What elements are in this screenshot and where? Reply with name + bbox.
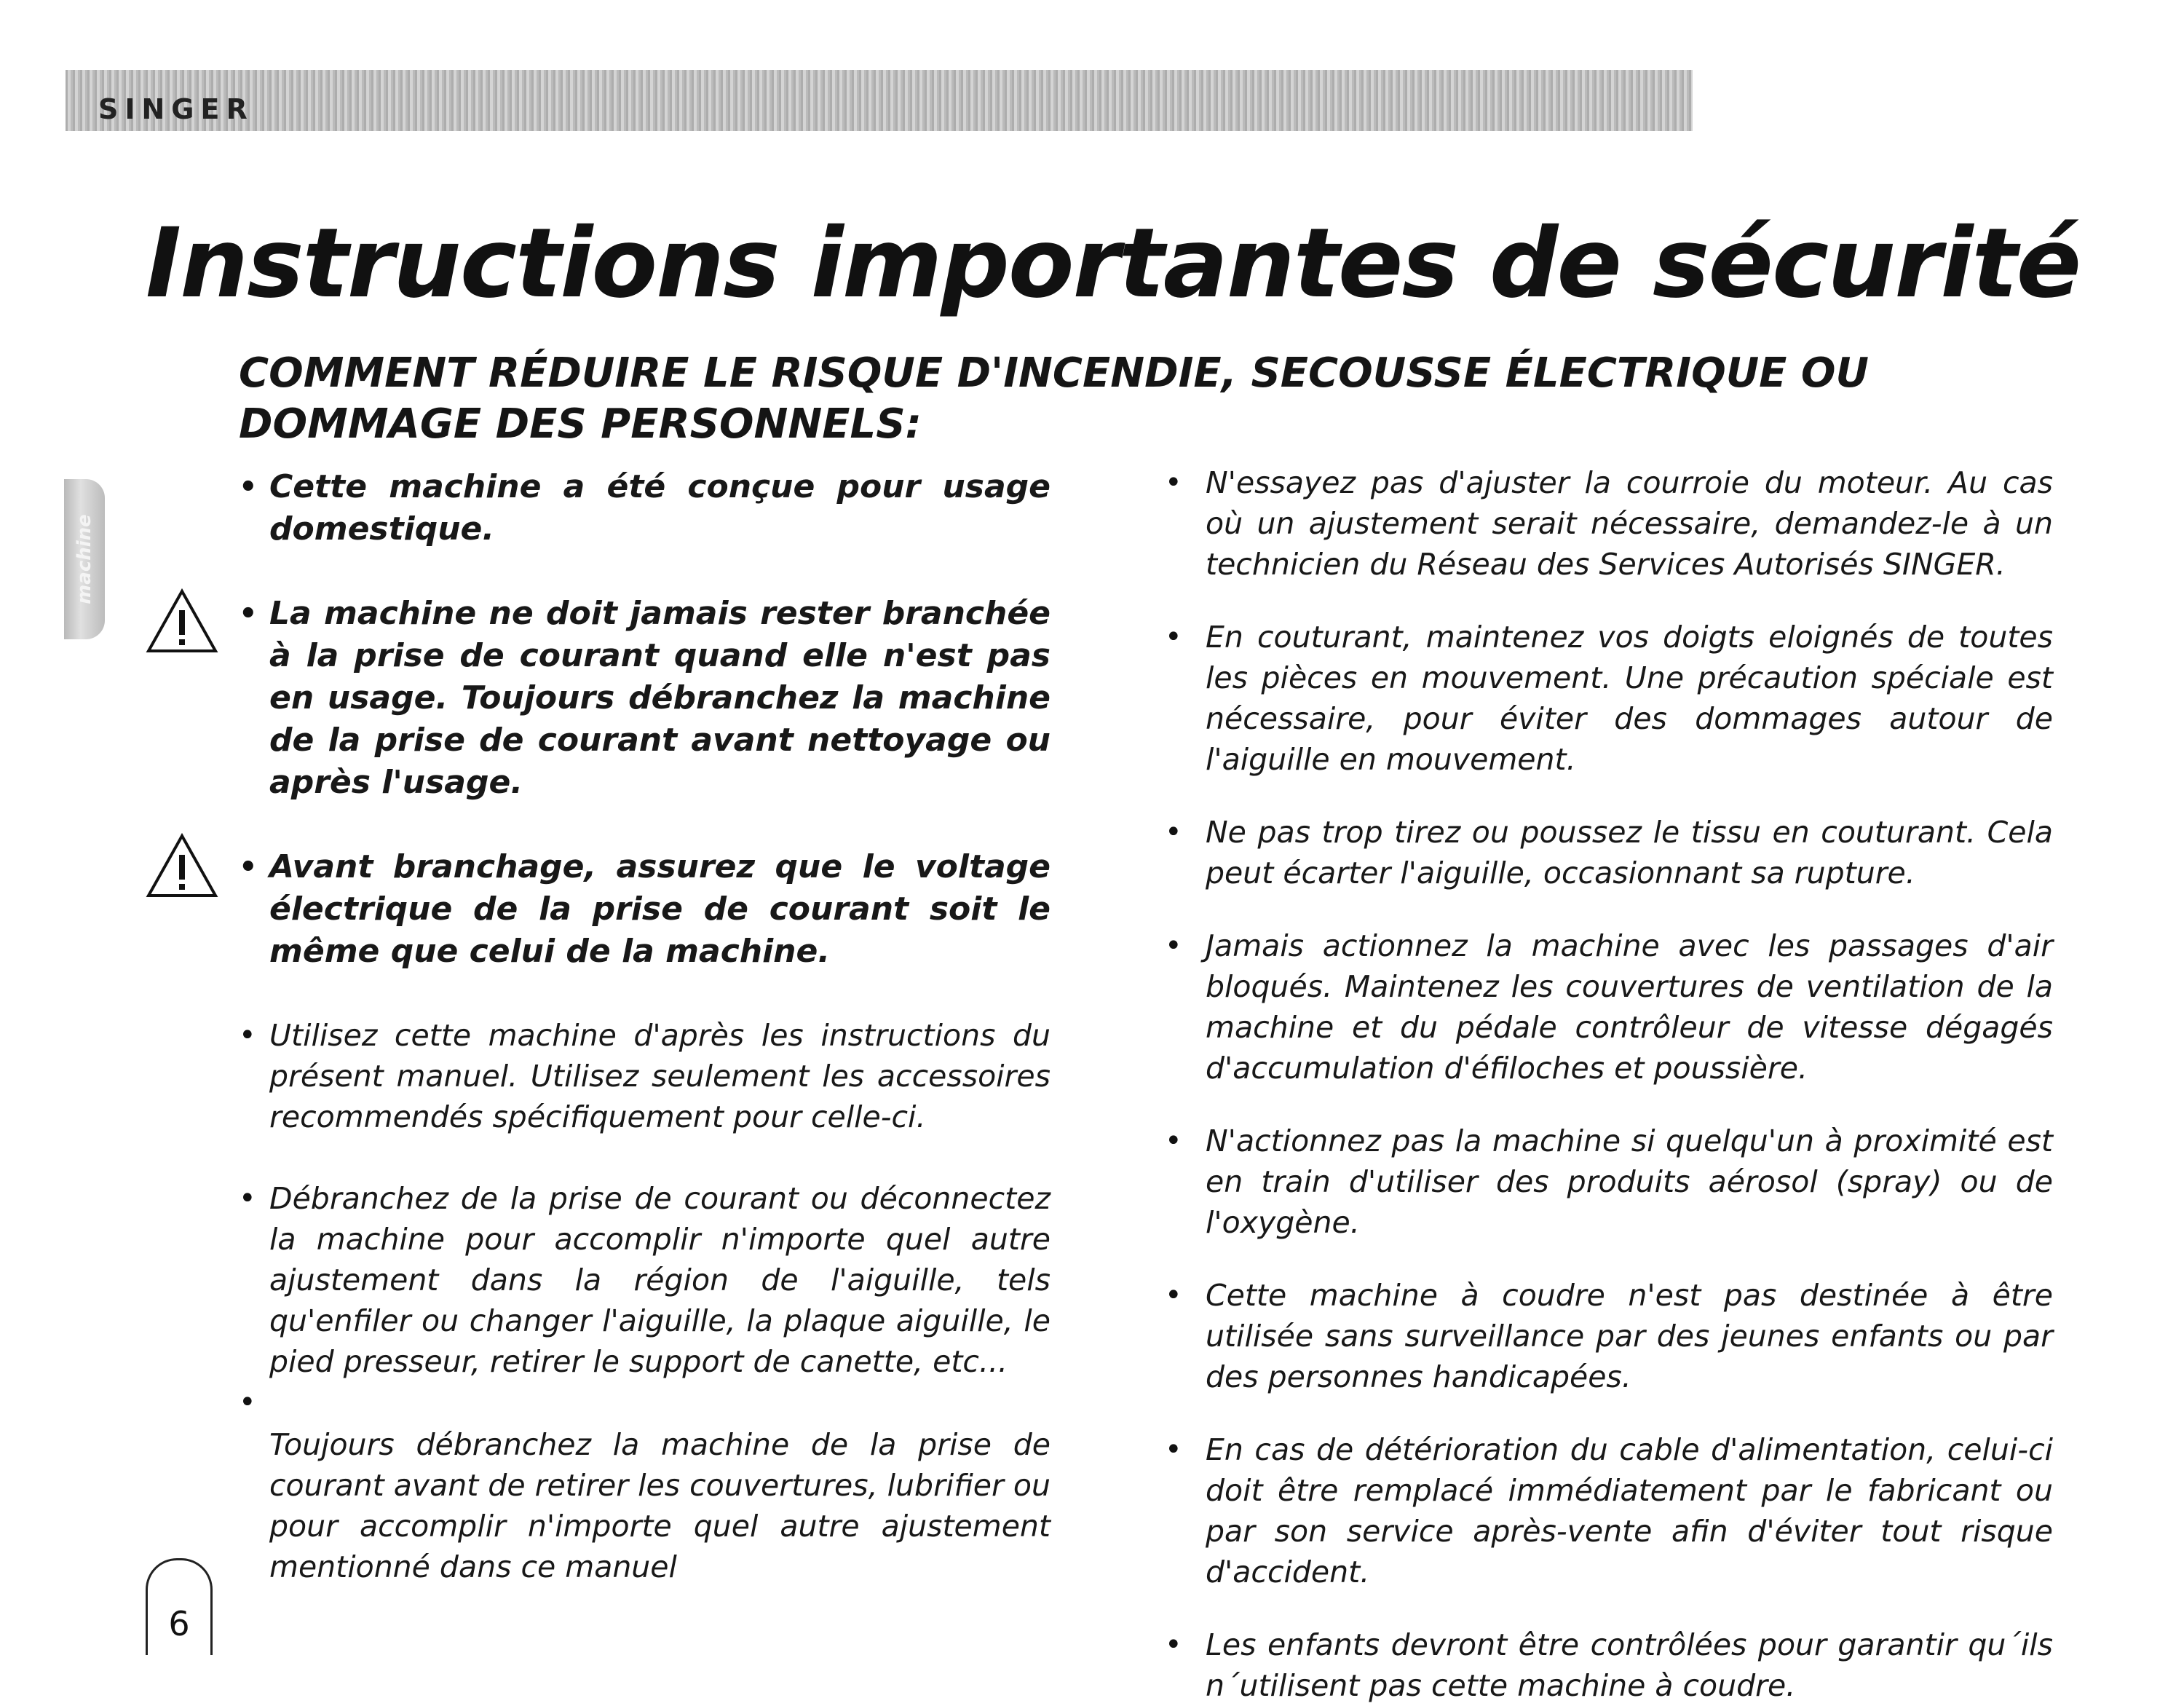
side-tab-label: machine bbox=[74, 514, 95, 604]
page-title: Instructions importantes de sécurité bbox=[146, 208, 2081, 320]
bullet-icon: • bbox=[1165, 1279, 1182, 1312]
safety-item-text: N'actionnez pas la machine si quelqu'un à proximité est en train d'utiliser des produits aérosol (spray) ou de l'oxygène. bbox=[1206, 1123, 2053, 1240]
safety-item bbox=[239, 1178, 1051, 1382]
warning-triangle-icon bbox=[146, 833, 218, 899]
safety-item-text: En couturant, maintenez vos doigts eloignés de toutes les pièces en mouvement. Une précaution spéciale est nécessaire, pour éviter des dommages autour de l'aiguille en mouvement. bbox=[1206, 620, 2053, 777]
safety-item-text: N'essayez pas d'ajuster la courroie du moteur. Au cas où un ajustement serait nécessaire, demandez-le à un technicien du Réseau des Services Autorisés SINGER. bbox=[1206, 465, 2053, 582]
safety-item-text: Avant branchage, assurez que le voltage électrique de la prise de courant soit le même que celui de la machine. bbox=[269, 848, 1051, 970]
header-band bbox=[66, 70, 1693, 131]
safety-item bbox=[1165, 925, 2053, 1089]
bullet-icon: • bbox=[239, 1182, 256, 1215]
safety-item-text: Ne pas trop tirez ou poussez le tissu en couturant. Cela peut écarter l'aiguille, occasionnant sa rupture. bbox=[1206, 815, 2053, 890]
bullet-icon: • bbox=[1165, 816, 1182, 849]
safety-item-text: En cas de détérioration du cable d'alimentation, celui-ci doit être remplacé immédiatement par le fabricant ou par son service après-vente afin d'éviter tout risque d'accident. bbox=[1206, 1432, 2053, 1589]
bullet-icon: • bbox=[1165, 466, 1182, 499]
warning-triangle-icon bbox=[146, 588, 218, 654]
page-number-tab bbox=[146, 1558, 213, 1655]
safety-item-text: Utilisez cette machine d'après les instructions du présent manuel. Utilisez seulement les accessoires recommendés spécifiquement pour celle-ci. bbox=[269, 1018, 1051, 1134]
safety-item-text: Débranchez de la prise de courant ou déconnectez la machine pour accomplir n'importe quel autre ajustement dans la région de l'aiguille, tels qu'enfiler ou changer l'aiguille, la plaque aiguille, le pied presseur, retirer le support de canette, etc... bbox=[269, 1181, 1051, 1379]
right-column bbox=[1165, 462, 2053, 1706]
safety-item-text: Cette machine à coudre n'est pas destinée à être utilisée sans surveillance par des jeunes enfants ou par des personnes handicapées. bbox=[1206, 1278, 2053, 1394]
bullet-icon: • bbox=[1165, 1433, 1182, 1466]
safety-item-text: Jamais actionnez la machine avec les passages d'air bloqués. Maintenez les couvertures de ventilation de la machine et du pédale contrôleur de vitesse dégagés d'accumulation d'éfiloches et poussière. bbox=[1206, 928, 2053, 1086]
left-column bbox=[239, 466, 1051, 1587]
bullet-icon: • bbox=[1165, 1124, 1182, 1158]
safety-item bbox=[1165, 462, 2053, 585]
bullet-icon: • bbox=[239, 1386, 256, 1419]
bullet-icon: • bbox=[239, 470, 258, 504]
safety-item bbox=[239, 466, 1051, 550]
safety-item-text: Les enfants devront être contrôlées pour garantir qu´ils n´utilisent pas cette machine à coudre. bbox=[1206, 1627, 2053, 1703]
bullet-icon: • bbox=[239, 597, 258, 631]
bullet-icon: • bbox=[239, 1019, 256, 1052]
safety-item-warning bbox=[239, 593, 1051, 804]
side-tab bbox=[64, 479, 105, 639]
bullet-icon: • bbox=[1165, 1628, 1182, 1662]
safety-item-text: La machine ne doit jamais rester branchée à la prise de courant quand elle n'est pas en usage. Toujours débranchez la machine de la prise de courant avant nettoyage ou après l'usage. bbox=[269, 595, 1051, 801]
safety-item bbox=[1165, 1429, 2053, 1592]
page-subtitle: COMMENT RÉDUIRE LE RISQUE D'INCENDIE, SECOUSSE ÉLECTRIQUE OU DOMMAGE DES PERSONNELS: bbox=[239, 350, 1869, 448]
page-number: 6 bbox=[168, 1604, 190, 1643]
safety-item-text: Toujours débranchez la machine de la prise de courant avant de retirer les couvertures, lubrifier ou pour accomplir n'importe quel autre ajustement mentionné dans ce manuel bbox=[269, 1427, 1051, 1584]
safety-item bbox=[239, 1015, 1051, 1137]
brand-logo: SINGER bbox=[98, 93, 254, 125]
safety-item bbox=[1165, 1275, 2053, 1397]
safety-item-text: Cette machine a été conçue pour usage domestique. bbox=[269, 468, 1051, 548]
safety-item bbox=[1165, 1121, 2053, 1243]
bullet-icon: • bbox=[1165, 929, 1182, 963]
safety-item bbox=[1165, 617, 2053, 780]
safety-item bbox=[1165, 1624, 2053, 1706]
bullet-icon: • bbox=[239, 850, 258, 884]
safety-item bbox=[239, 1382, 1051, 1587]
safety-item bbox=[1165, 812, 2053, 893]
safety-item-warning bbox=[239, 846, 1051, 973]
bullet-icon: • bbox=[1165, 620, 1182, 654]
